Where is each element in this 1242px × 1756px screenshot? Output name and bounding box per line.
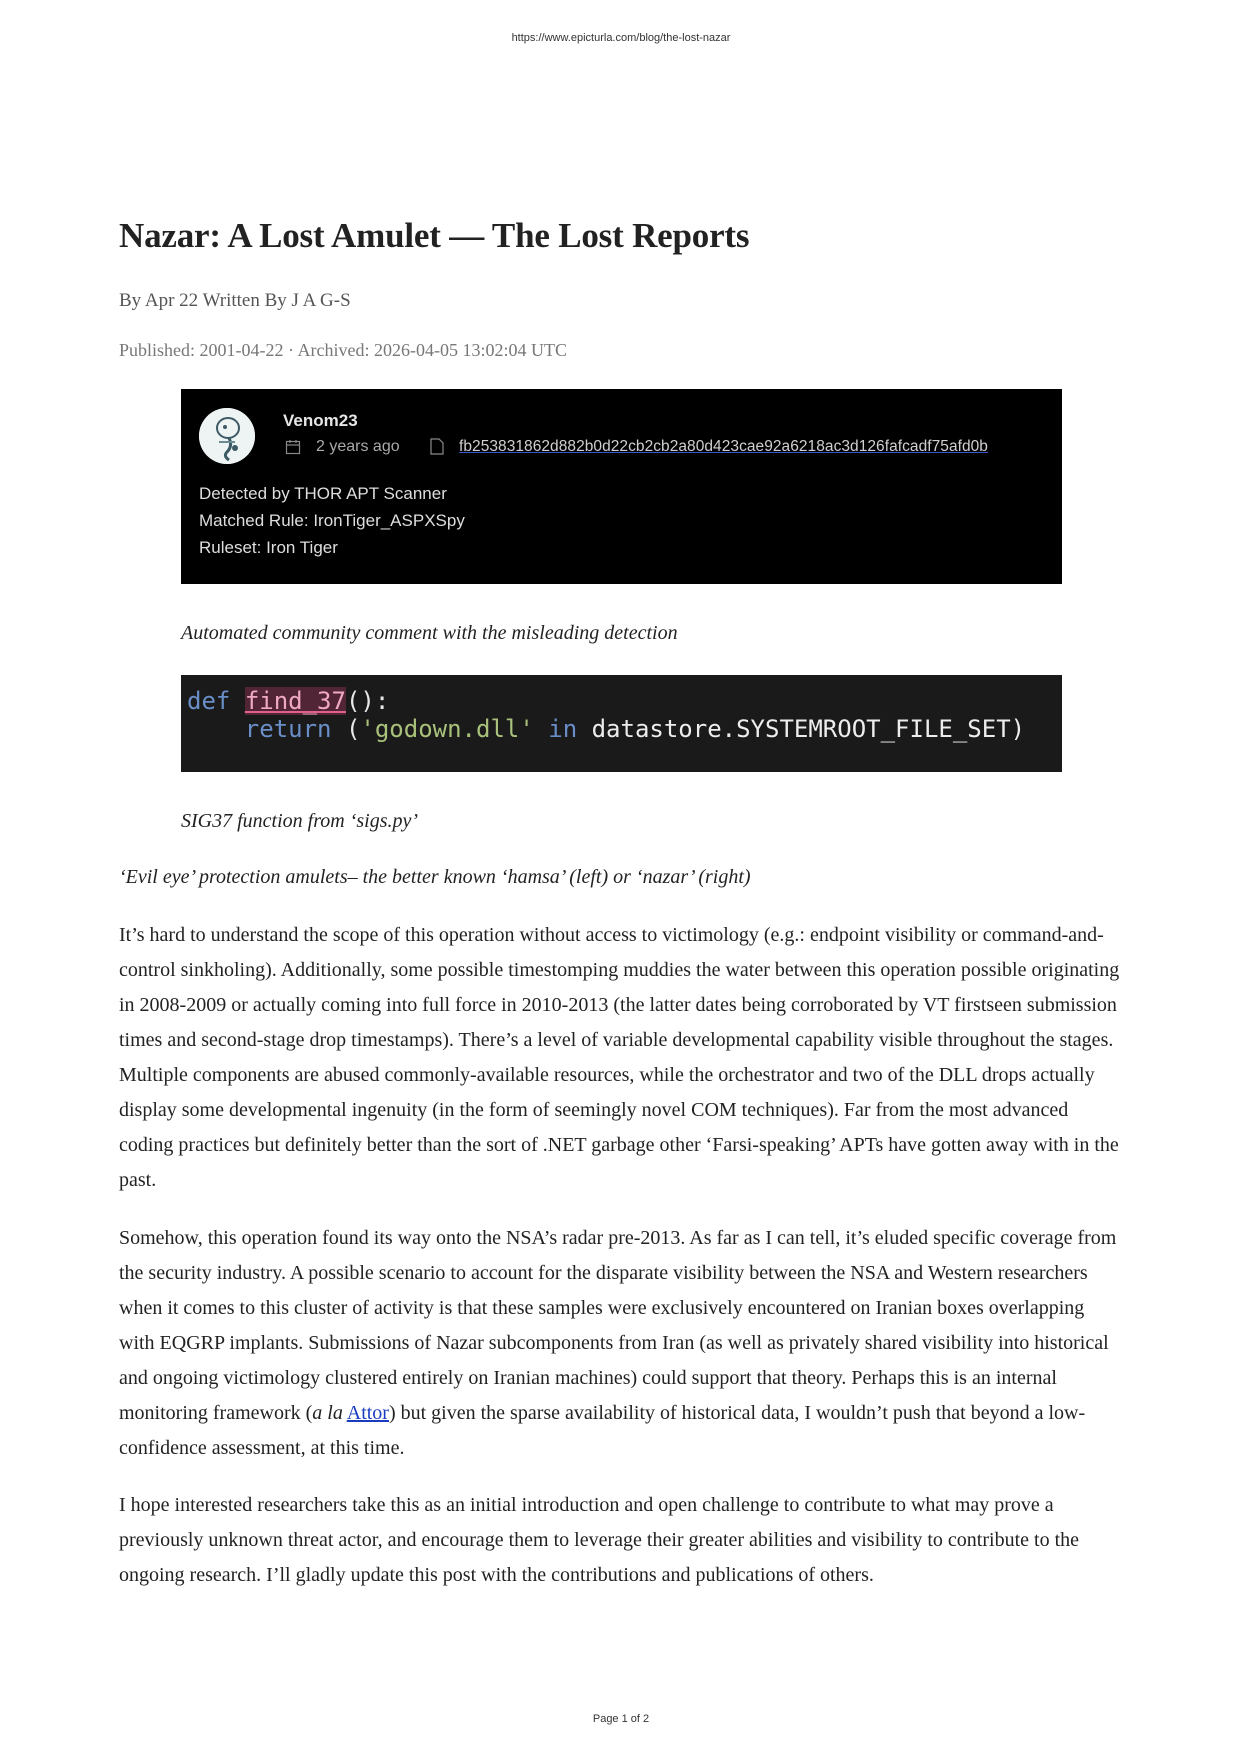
avatar-drawing [199, 408, 255, 464]
code-keyword: def [187, 687, 231, 715]
code-punctuation: ( [345, 715, 361, 743]
code-identifier: datastore.SYSTEMROOT_FILE_SET) [591, 715, 1026, 743]
paragraph-2-text-end: ) but given the sparse availability of historical data, I wouldn’t push that beyond a low-confidence assessment, at this time. [119, 1402, 1086, 1459]
code-line-2 [187, 715, 1025, 743]
code-punctuation: (): [345, 687, 390, 715]
paragraph-2 [119, 1221, 1124, 1466]
code-function-name: find_37 [244, 687, 346, 715]
calendar-icon [285, 439, 301, 455]
detected-by: Detected by THOR APT Scanner [199, 484, 447, 503]
file-hash-link: fb253831862d882b0d22cb2cb2a80d423cae92a6218ac3d126fafcadf75afd0b [459, 438, 988, 455]
code-keyword: return [244, 715, 332, 743]
attor-link[interactable]: Attor [346, 1402, 389, 1424]
paragraph-2-text: Somehow, this operation found its way onto the NSA’s radar pre-2013. As far as I can tell, it’s eluded specific coverage from the security industry. A possible scenario to account for the disparate visibility between the NSA and Western researchers when it comes to this cluster of activity is that these samples were exclusively encountered on Iranian boxes overlapping with EQGRP implants. Submissions of Nazar subcomponents from Iran (as well as privately shared visibility into historical and ongoing victimology clustered entirely on Iranian machines) could support that theory. Perhaps this is an internal monitoring framework ( [119, 1227, 1117, 1424]
matched-rule: Matched Rule: IronTiger_ASPXSpy [199, 511, 465, 530]
paragraph-3: I hope interested researchers take this as an initial introduction and open challenge to contribute to what may prove a previously unknown threat actor, and encourage them to leverage their greater abilities and visibility to contribute to the ongoing research. I’ll gladly update this post with the contributions and publications of others. [119, 1494, 1079, 1586]
paragraph-1: It’s hard to understand the scope of this operation without access to victimology (e.g.: endpoint visibility or command-and-control sinkholing). Additionally, some possible timestomping muddies the water between this operation possible originating in 2008-2009 or actually coming into full force in 2010-2013 (the latter dates being corroborated by VT firstseen submission times and second-stage drop timestamps). There’s a level of variable developmental capability visible throughout the stages. Multiple components are abused commonly-available resources, while the orchestrator and two of the DLL drops actually display some developmental ingenuity (in the form of seemingly novel COM techniques). Far from the most advanced coding practices but definitely better than the sort of .NET garbage other ‘Farsi-speaking’ APTs have gotten away with in the past. [119, 924, 1120, 1191]
code-screenshot [181, 675, 1062, 772]
avatar [199, 408, 255, 464]
file-icon [430, 438, 444, 455]
publication-dates: Published: 2001-04-22 · Archived: 2026-04-05 13:02:04 UTC [119, 340, 567, 360]
comment-time: 2 years ago [316, 438, 400, 455]
comment-screenshot [181, 389, 1062, 584]
comment-username: Venom23 [283, 411, 358, 430]
figure-caption-code: SIG37 function from ‘sigs.py’ [181, 810, 419, 832]
code-line-1 [187, 687, 389, 715]
article-title: Nazar: A Lost Amulet — The Lost Reports [119, 216, 750, 255]
figure-caption-amulets: ‘Evil eye’ protection amulets– the better known ‘hamsa’ (left) or ‘nazar’ (right) [119, 866, 751, 888]
figure-caption-comment: Automated community comment with the misleading detection [181, 622, 678, 644]
byline: By Apr 22 Written By J A G-S [119, 290, 351, 311]
paragraph-2-italic: a la [312, 1402, 343, 1424]
page-number: Page 1 of 2 [592, 1713, 650, 1725]
page-url: https://www.epicturla.com/blog/the-lost-nazar [511, 32, 731, 44]
ruleset: Ruleset: Iron Tiger [199, 538, 338, 557]
code-string: 'godown.dll' [360, 715, 534, 743]
code-keyword: in [548, 715, 578, 743]
